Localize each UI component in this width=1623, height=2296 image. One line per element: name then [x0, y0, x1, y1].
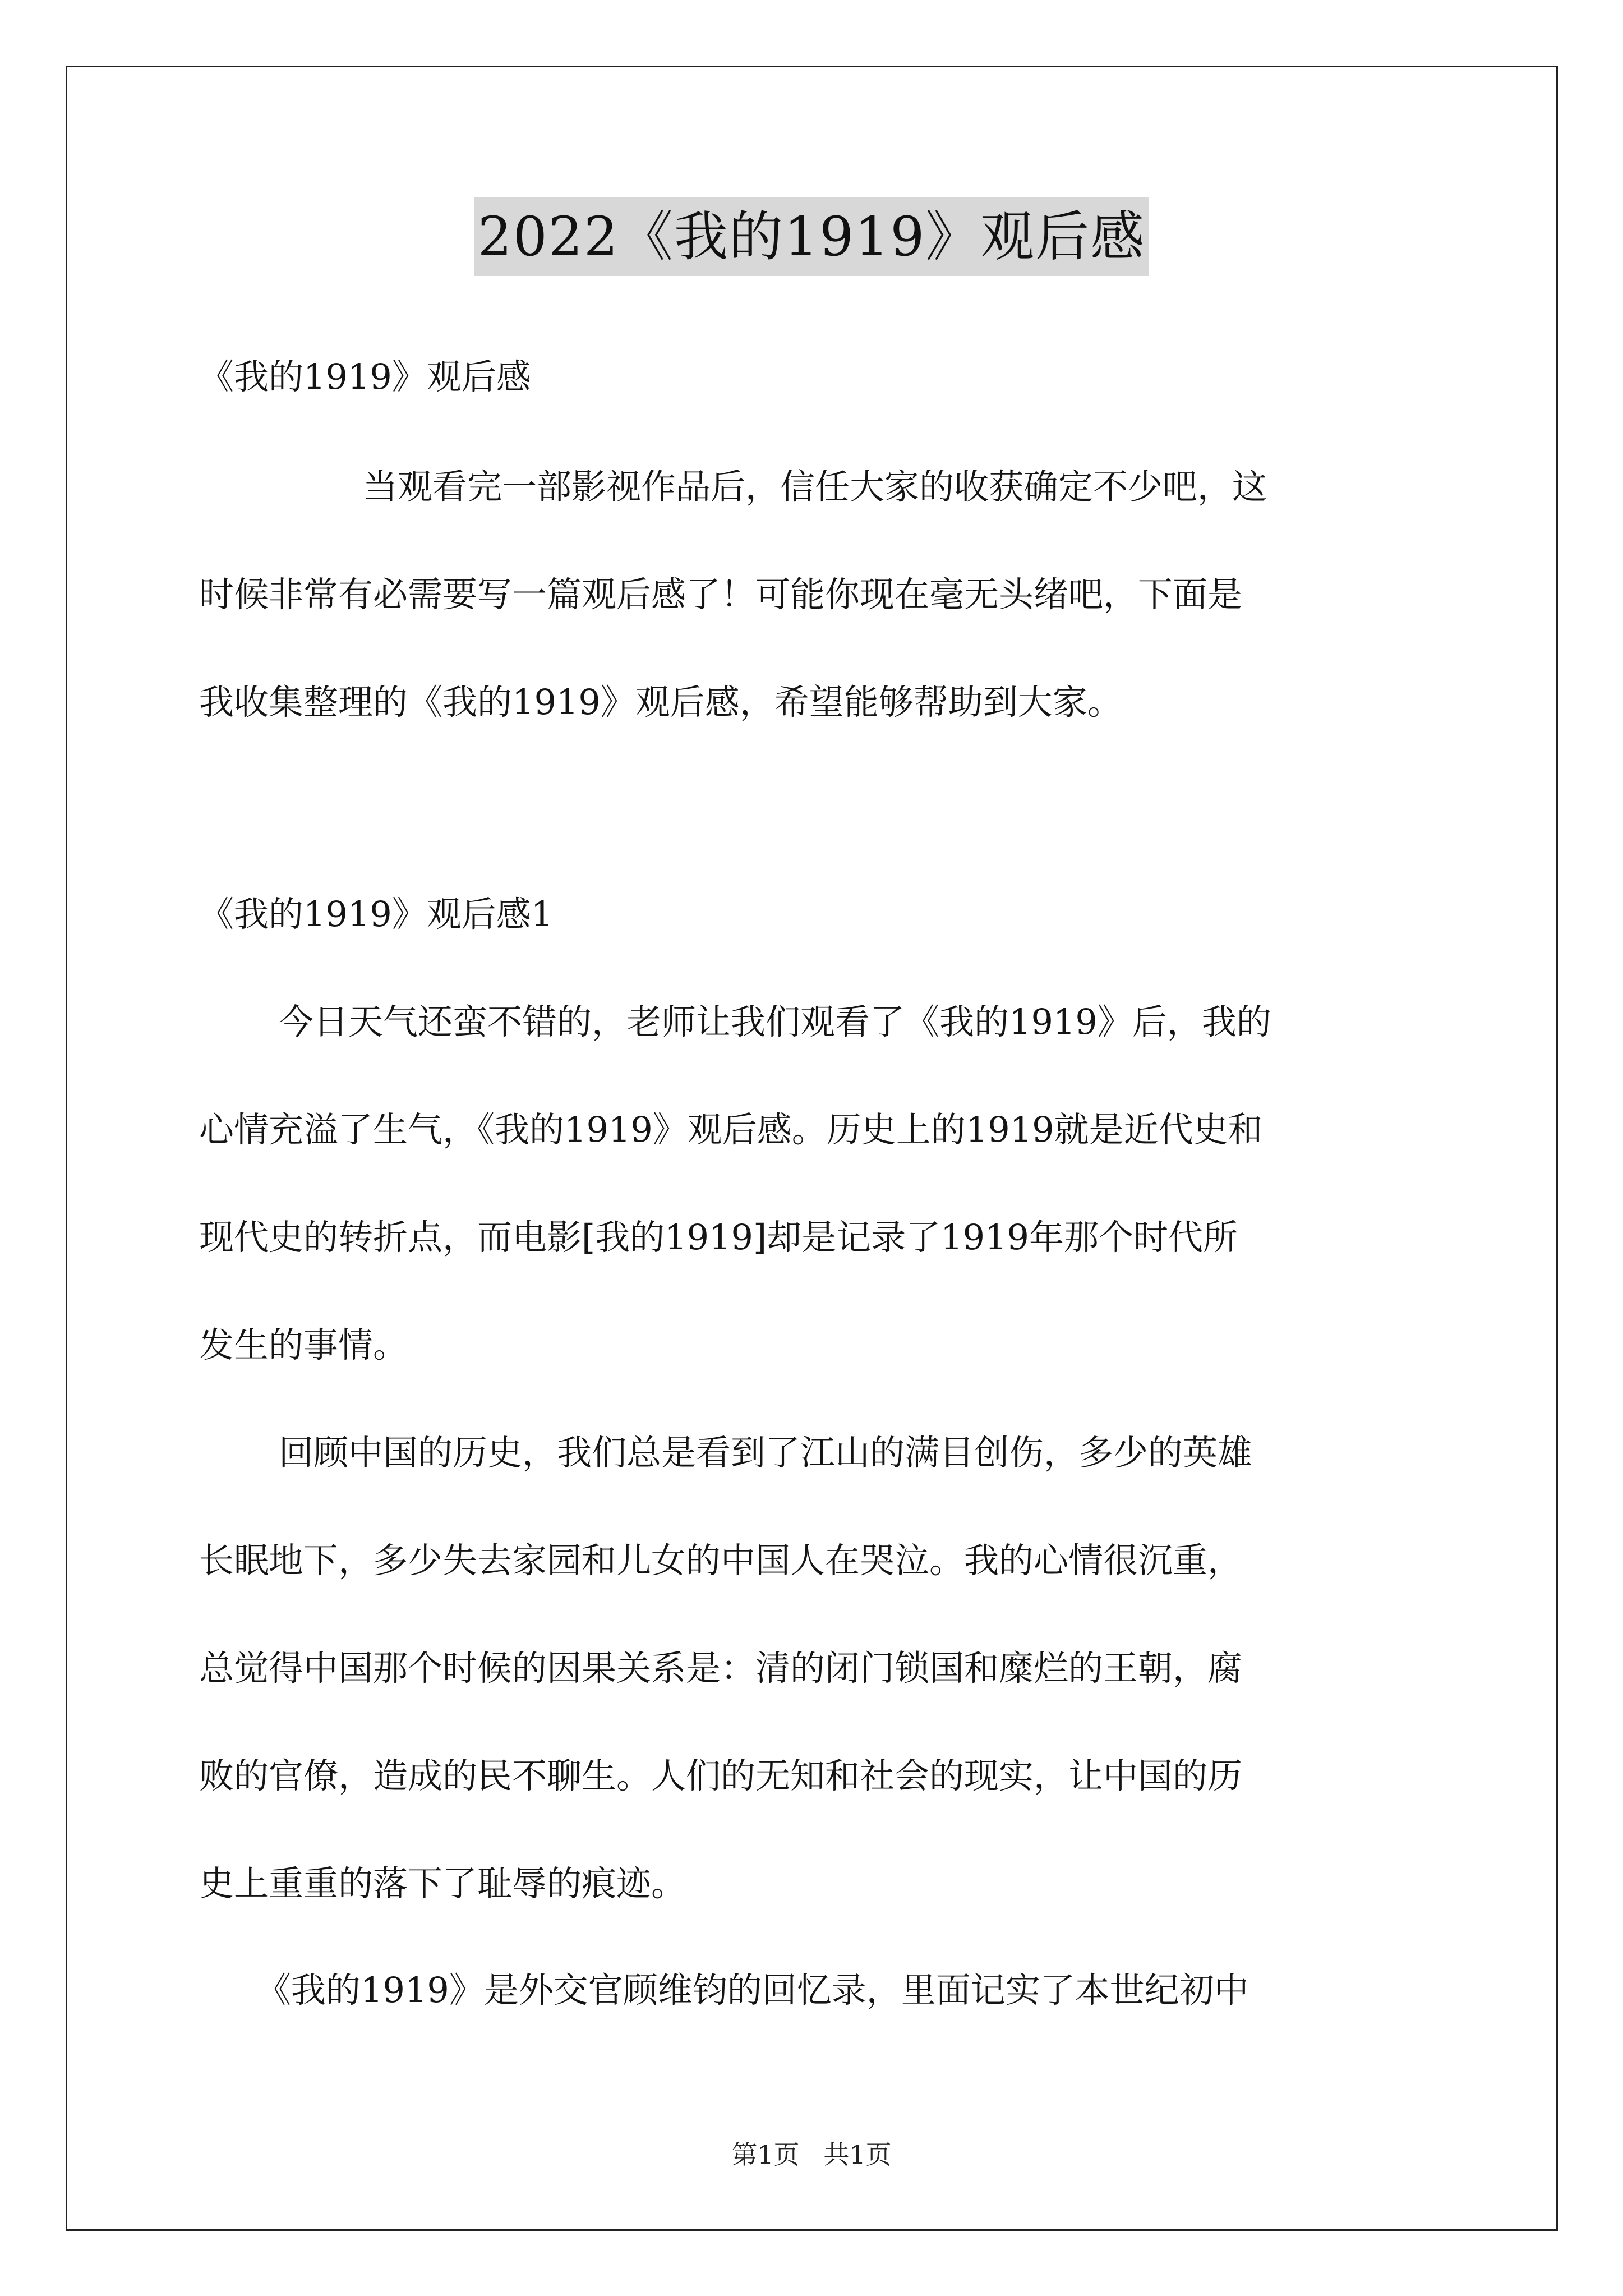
p3-line-1: 《我的1919》是外交官顾维钧的回忆录，里面记实了本世纪初中 [256, 1970, 1249, 2010]
title-wrap [0, 197, 1623, 276]
p2-line-1: 回顾中国的历史，我们总是看到了江山的满目创伤，多少的英雄 [279, 1432, 1253, 1473]
p1-line-3: 现代史的转折点，而电影[我的1919]却是记录了1919年那个时代所 [199, 1217, 1238, 1258]
p2-line-3: 总觉得中国那个时候的因果关系是：清的闭门锁国和糜烂的王朝，腐 [199, 1648, 1243, 1688]
p2-line-2: 长眠地下，多少失去家园和儿女的中国人在哭泣。我的心情很沉重， [199, 1540, 1243, 1581]
document-title: 2022《我的1919》观后感 [474, 197, 1149, 276]
intro-line-1: 当观看完一部影视作品后，信任大家的收获确定不少吧，这 [363, 466, 1267, 507]
page-total: 共1页 [823, 2139, 892, 2170]
intro-line-3: 我收集整理的《我的1919》观后感，希望能够帮助到大家。 [199, 682, 1122, 723]
p1-line-1: 今日天气还蛮不错的，老师让我们观看了《我的1919》后，我的 [279, 1001, 1271, 1042]
page-footer [0, 2134, 1623, 2171]
p2-line-4: 败的官僚，造成的民不聊生。人们的无知和社会的现实，让中国的历 [199, 1755, 1243, 1796]
p1-line-2: 心情充溢了生气，《我的1919》观后感。历史上的1919就是近代史和 [199, 1109, 1263, 1150]
p2-line-5: 史上重重的落下了耻辱的痕迹。 [199, 1863, 686, 1904]
section-heading: 《我的1919》观后感1 [199, 894, 554, 935]
intro-line-2: 时候非常有必需要写一篇观后感了！可能你现在毫无头绪吧，下面是 [199, 574, 1243, 615]
p1-line-4: 发生的事情。 [199, 1324, 408, 1365]
subtitle: 《我的1919》观后感 [199, 356, 531, 397]
page-number: 第1页 [731, 2139, 800, 2170]
